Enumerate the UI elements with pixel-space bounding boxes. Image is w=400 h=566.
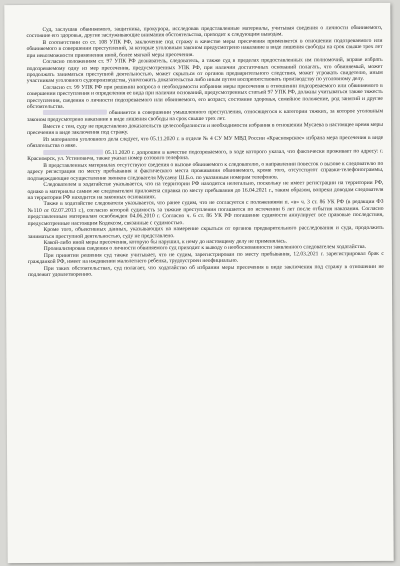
paragraph-3: Согласно положениям ст. 97 УПК РФ дознаватель, следователь, а также суд в пределах предоставленных им полномочий, вправе избрать подозреваемому одну из мер пресечения, предусмотренных УПК РФ, при наличии достаточных оснований полагать, что обвиняемый, может продолжать заниматься преступной деятельностью, может скрыться от органов предварительного следствия, может угрожать свидетелю, иным участникам уголовного судопроизводства, уничтожить доказательства либо иным путем воспрепятствовать производству по уголовному делу. [26,56,383,85]
paragraph-12: Кроме того, объективных данных, указывающих на намерение скрыться от органов предварительного расследования и суда, продолжить заниматься преступной деятельностью, суду не представлено. [27,224,384,240]
paragraph-7: Из материалов уголовного дела следует, что 05.11.2020 г. в отделе № 4 СУ МУ МВД России «Красноярское» избрана мера пресечения в виде обязательства о явке. [27,134,384,150]
paragraph-16: При таких обстоятельствах, суд полагает, что ходатайство об избрании меры пресечения в виде заключения под стражу в отношении не подлежит удовлетворению. [27,263,384,279]
paragraph-14: Проанализировав сведения о личности обвиняемого суд приходит к выводу о необоснованности заявленного следователем ходатайства. [43,244,367,253]
redacted-name [43,149,103,154]
paragraph-2: В соответствии со ст. 108 УПК РФ, заключение под стражу в качестве меры пресечения применяется в отношении подозреваемого или обвиняемого в совершении преступлений, за которые уголовным законом предусмотрено наказание в виде лишения свободы на срок свыше трех лет при невозможности применения иной, более мягкой меры пресечения. [26,37,383,59]
document-body [26,25,384,279]
paragraph-1: Суд, заслушав обвиняемого, защитника, прокурора, исследовав представленные материалы, учитывая сведения о личности обвиняемого, состояние его здоровья, другие заслуживающие внимания обстоятельства, приходит к следующим выводам. [26,24,383,40]
paragraph-8: 05.11.2020 г. допрошен в качестве подозреваемого, в ходе которого указал, что фактически проживает по адресу: г. Красноярск, ул. Устиновича, также указал номер сотового телефона. [27,147,384,163]
paragraph-15: При принятии решения суд также учитывает, что не судим, зарегистрирован по месту пребывания, 12.03.2021 г. зарегистрировал брак с гражданкой РФ, имеет на иждивении малолетнего ребенка, трудоустроен неофициально. [27,250,384,266]
paragraph-5: обвиняется в совершении умышленного преступления, относящегося к категории тяжких, за которое уголовным законом предусмотрено наказание в виде лишения свободы на срок свыше трех лет. [26,108,383,124]
paragraph-13: Какой-либо иной меры пресечения, которую бы нарушил, к нему до настоящему делу не применялась. [43,238,287,246]
paragraph-6: Вместе с тем, суду не представлено доказательств целесообразности и необходимости избрания в отношении Мусаева в настоящее время меры пресечения в виде заключения под стражу. [27,121,384,137]
redacted-name [43,110,107,115]
paragraph-9: В представленных материалах отсутствуют сведения о вызове обвиняемого к следователю, о направлении повесток о вызове к следователю по адресу регистрации по месту пребывания и фактического места проживания обвиняемого, кроме того, отсутствуют справки-телефонограммы, подтверждающие осуществление звонков следователя Мусаеву Ш.Б.о. по указанным номерам телефонов. [27,160,384,182]
scanned-page [4,3,393,563]
paragraph-11: Также в ходатайстве следователя указывается, что ранее судим, что не согласуется с положениями п. «в» ч. 3 ст. 86 УК РФ (в редакции ФЗ №110 от 02.07.2013 г.), согласно которой судимость за тяжкие преступления погашается по истечении 6 лет после отбытия наказания. Согласно представленным материалам освобожден 04.06.2010 г. Согласно ч. 6 ст. 86 УК РФ погашение судимости аннулирует все правовые последствия, предусмотренные настоящим Кодексом, связанные с судимостью. [27,199,384,227]
paragraph-4: Согласно ст. 99 УПК РФ при решении вопроса о необходимости избрания меры пресечения в отношении подозреваемого или обвиняемого в совершении преступления и определения ее вида при наличии оснований, предусмотренных статьей 97 УПК РФ, должны учитываться также тяжесть преступления, сведения о личности подозреваемого или обвиняемого, его возраст, состояние здоровья, семейное положение, род занятий и другие обстоятельства. [26,82,383,111]
paragraph-10: Следователем в ходатайстве указывается, что на территории РФ находится нелегально, поскольку не имеет регистрации на территории РФ, однако в материалы самим же следователем приложена справка по месту пребывания до 16.04.2021 г., таким образом, вопреки доводам следователя на территории РФ находится на законных основаниях. [27,179,384,202]
